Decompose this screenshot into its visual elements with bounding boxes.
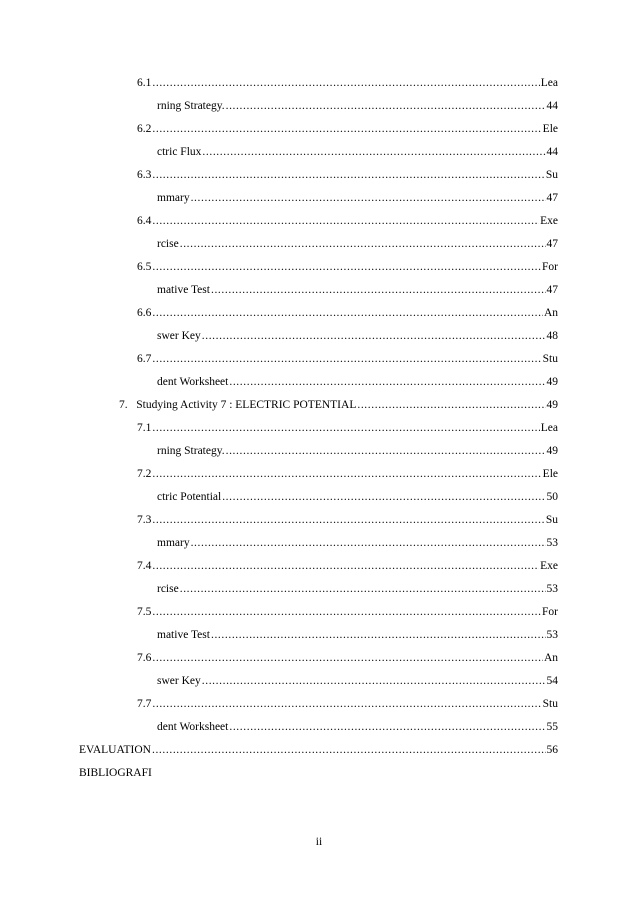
- toc-entry-title-fragment: Ele: [542, 123, 558, 135]
- toc-page-number: 53: [546, 583, 558, 595]
- toc-entry[interactable]: [137, 260, 558, 274]
- toc-entry[interactable]: [137, 605, 558, 619]
- toc-page-number: 44: [546, 100, 558, 112]
- toc-entry-title: 7. Studying Activity 7 : ELECTRIC POTENTIAL: [119, 399, 357, 411]
- dot-leader: [180, 582, 546, 596]
- toc-entry-title: 6.5: [137, 261, 152, 273]
- toc-entry-title: 6.2: [137, 123, 152, 135]
- toc-page-number: 56: [546, 744, 558, 756]
- toc-page-number: 48: [546, 330, 558, 342]
- toc-entry-title: ctric Flux: [157, 146, 202, 158]
- dot-leader: [180, 237, 546, 251]
- toc-entry-title: 7.5: [137, 606, 152, 618]
- dot-leader: [152, 421, 539, 435]
- dot-leader: [152, 352, 541, 366]
- toc-page-number: 53: [546, 537, 558, 549]
- toc-entry[interactable]: [157, 628, 558, 642]
- toc-entry[interactable]: [157, 283, 558, 297]
- toc-entry-title-fragment: Exe: [540, 560, 558, 572]
- toc-entry-title: swer Key: [157, 675, 201, 687]
- toc-entry[interactable]: [137, 697, 558, 711]
- dot-leader: [152, 559, 539, 573]
- toc-entry-title: 6.3: [137, 169, 152, 181]
- toc-page-number: 53: [546, 629, 558, 641]
- dot-leader: [226, 444, 546, 458]
- dot-leader: [152, 651, 543, 665]
- toc-entry[interactable]: [157, 237, 558, 251]
- dot-leader: [202, 674, 546, 688]
- toc-entry-title: ctric Potential: [157, 491, 222, 503]
- toc-entry-title: mative Test: [157, 284, 210, 296]
- dot-leader: [191, 191, 546, 205]
- toc-page-number: 55: [546, 721, 558, 733]
- toc-entry-title: BIBLIOGRAFI: [79, 767, 152, 779]
- toc-entry-title-fragment: For: [542, 261, 558, 273]
- toc-entry-title-fragment: Ele: [542, 468, 558, 480]
- toc-entry-title: rning Strategy.: [157, 445, 225, 457]
- toc-entry-title: rning Strategy.: [157, 100, 225, 112]
- toc-entry[interactable]: [137, 513, 558, 527]
- toc-entry-title: 7.2: [137, 468, 152, 480]
- dot-leader: [229, 720, 545, 734]
- dot-leader: [152, 306, 543, 320]
- toc-page-number: 49: [546, 445, 558, 457]
- dot-leader: [357, 398, 545, 412]
- toc-entry-title: 7.3: [137, 514, 152, 526]
- toc-entry-title-fragment: An: [543, 652, 558, 664]
- toc-entry-title: dent Worksheet: [157, 376, 229, 388]
- toc-entry-title: 6.1: [137, 77, 152, 89]
- dot-leader: [152, 697, 541, 711]
- toc-entry[interactable]: [79, 743, 558, 757]
- toc-entry[interactable]: [157, 720, 558, 734]
- toc-entry-title: rcise: [157, 238, 179, 250]
- toc-entry[interactable]: [157, 375, 558, 389]
- toc-entry-title-fragment: Lea: [540, 422, 558, 434]
- dot-leader: [152, 513, 544, 527]
- toc-page-number: 54: [546, 675, 558, 687]
- dot-leader: [152, 122, 541, 136]
- toc-entry[interactable]: [157, 536, 558, 550]
- toc-entry-title: dent Worksheet: [157, 721, 229, 733]
- toc-entry-title: rcise: [157, 583, 179, 595]
- toc-page-number: 49: [546, 376, 558, 388]
- toc-entry[interactable]: [119, 398, 558, 412]
- toc-entry[interactable]: [137, 467, 558, 481]
- toc-page-number: 50: [546, 491, 558, 503]
- dot-leader: [152, 76, 539, 90]
- dot-leader: [191, 536, 546, 550]
- toc-entry-title: mmary: [157, 537, 190, 549]
- toc-entry[interactable]: [157, 490, 558, 504]
- dot-leader: [152, 467, 541, 481]
- toc-entry[interactable]: [137, 421, 558, 435]
- dot-leader: [222, 490, 545, 504]
- dot-leader: [211, 283, 546, 297]
- dot-leader: [152, 214, 539, 228]
- page-number: ii: [315, 836, 323, 848]
- dot-leader: [152, 168, 544, 182]
- toc-entry-title: mmary: [157, 192, 190, 204]
- toc-entry-bibliografi[interactable]: [79, 766, 152, 780]
- toc-entry-title: 7.1: [137, 422, 152, 434]
- dot-leader: [152, 743, 546, 757]
- toc-entry-title: 6.4: [137, 215, 152, 227]
- toc-entry-title-fragment: Stu: [542, 353, 558, 365]
- toc-entry-title: 7.6: [137, 652, 152, 664]
- dot-leader: [229, 375, 545, 389]
- toc-page-number: 47: [546, 192, 558, 204]
- toc-entry[interactable]: [137, 122, 558, 136]
- dot-leader: [152, 605, 541, 619]
- toc-entry[interactable]: [137, 214, 558, 228]
- toc-entry[interactable]: [157, 99, 558, 113]
- toc-entry-title: 6.6: [137, 307, 152, 319]
- toc-page-number: 49: [546, 399, 558, 411]
- toc-entry-title-fragment: Stu: [542, 698, 558, 710]
- dot-leader: [152, 260, 541, 274]
- toc-entry[interactable]: [137, 651, 558, 665]
- toc-entry-title: swer Key: [157, 330, 201, 342]
- toc-entry[interactable]: [157, 444, 558, 458]
- toc-entry[interactable]: [137, 306, 558, 320]
- toc-entry[interactable]: [137, 168, 558, 182]
- toc-page-number: 47: [546, 238, 558, 250]
- toc-entry[interactable]: [157, 329, 558, 343]
- dot-leader: [211, 628, 546, 642]
- toc-entry-title: mative Test: [157, 629, 210, 641]
- toc-entry-title: EVALUATION: [79, 744, 151, 756]
- toc-page-number: 47: [546, 284, 558, 296]
- toc-entry-title: 6.7: [137, 353, 152, 365]
- toc-entry-title-fragment: Exe: [540, 215, 558, 227]
- toc-entry[interactable]: [157, 674, 558, 688]
- toc-entry-title: 7.4: [137, 560, 152, 572]
- toc-page-number: 44: [546, 146, 558, 158]
- toc-entry[interactable]: [157, 582, 558, 596]
- dot-leader: [202, 329, 546, 343]
- toc-entry[interactable]: [157, 191, 558, 205]
- dot-leader: [202, 145, 545, 159]
- toc-entry[interactable]: [137, 559, 558, 573]
- toc-entry-title-fragment: Su: [545, 169, 558, 181]
- toc-entry[interactable]: [157, 145, 558, 159]
- toc-entry-title-fragment: Lea: [540, 77, 558, 89]
- toc-entry-title-fragment: For: [542, 606, 558, 618]
- toc-entry-title-fragment: Su: [545, 514, 558, 526]
- dot-leader: [226, 99, 546, 113]
- toc-entry[interactable]: [137, 352, 558, 366]
- toc-entry[interactable]: [137, 76, 558, 90]
- toc-entry-title-fragment: An: [543, 307, 558, 319]
- toc-entry-title: 7.7: [137, 698, 152, 710]
